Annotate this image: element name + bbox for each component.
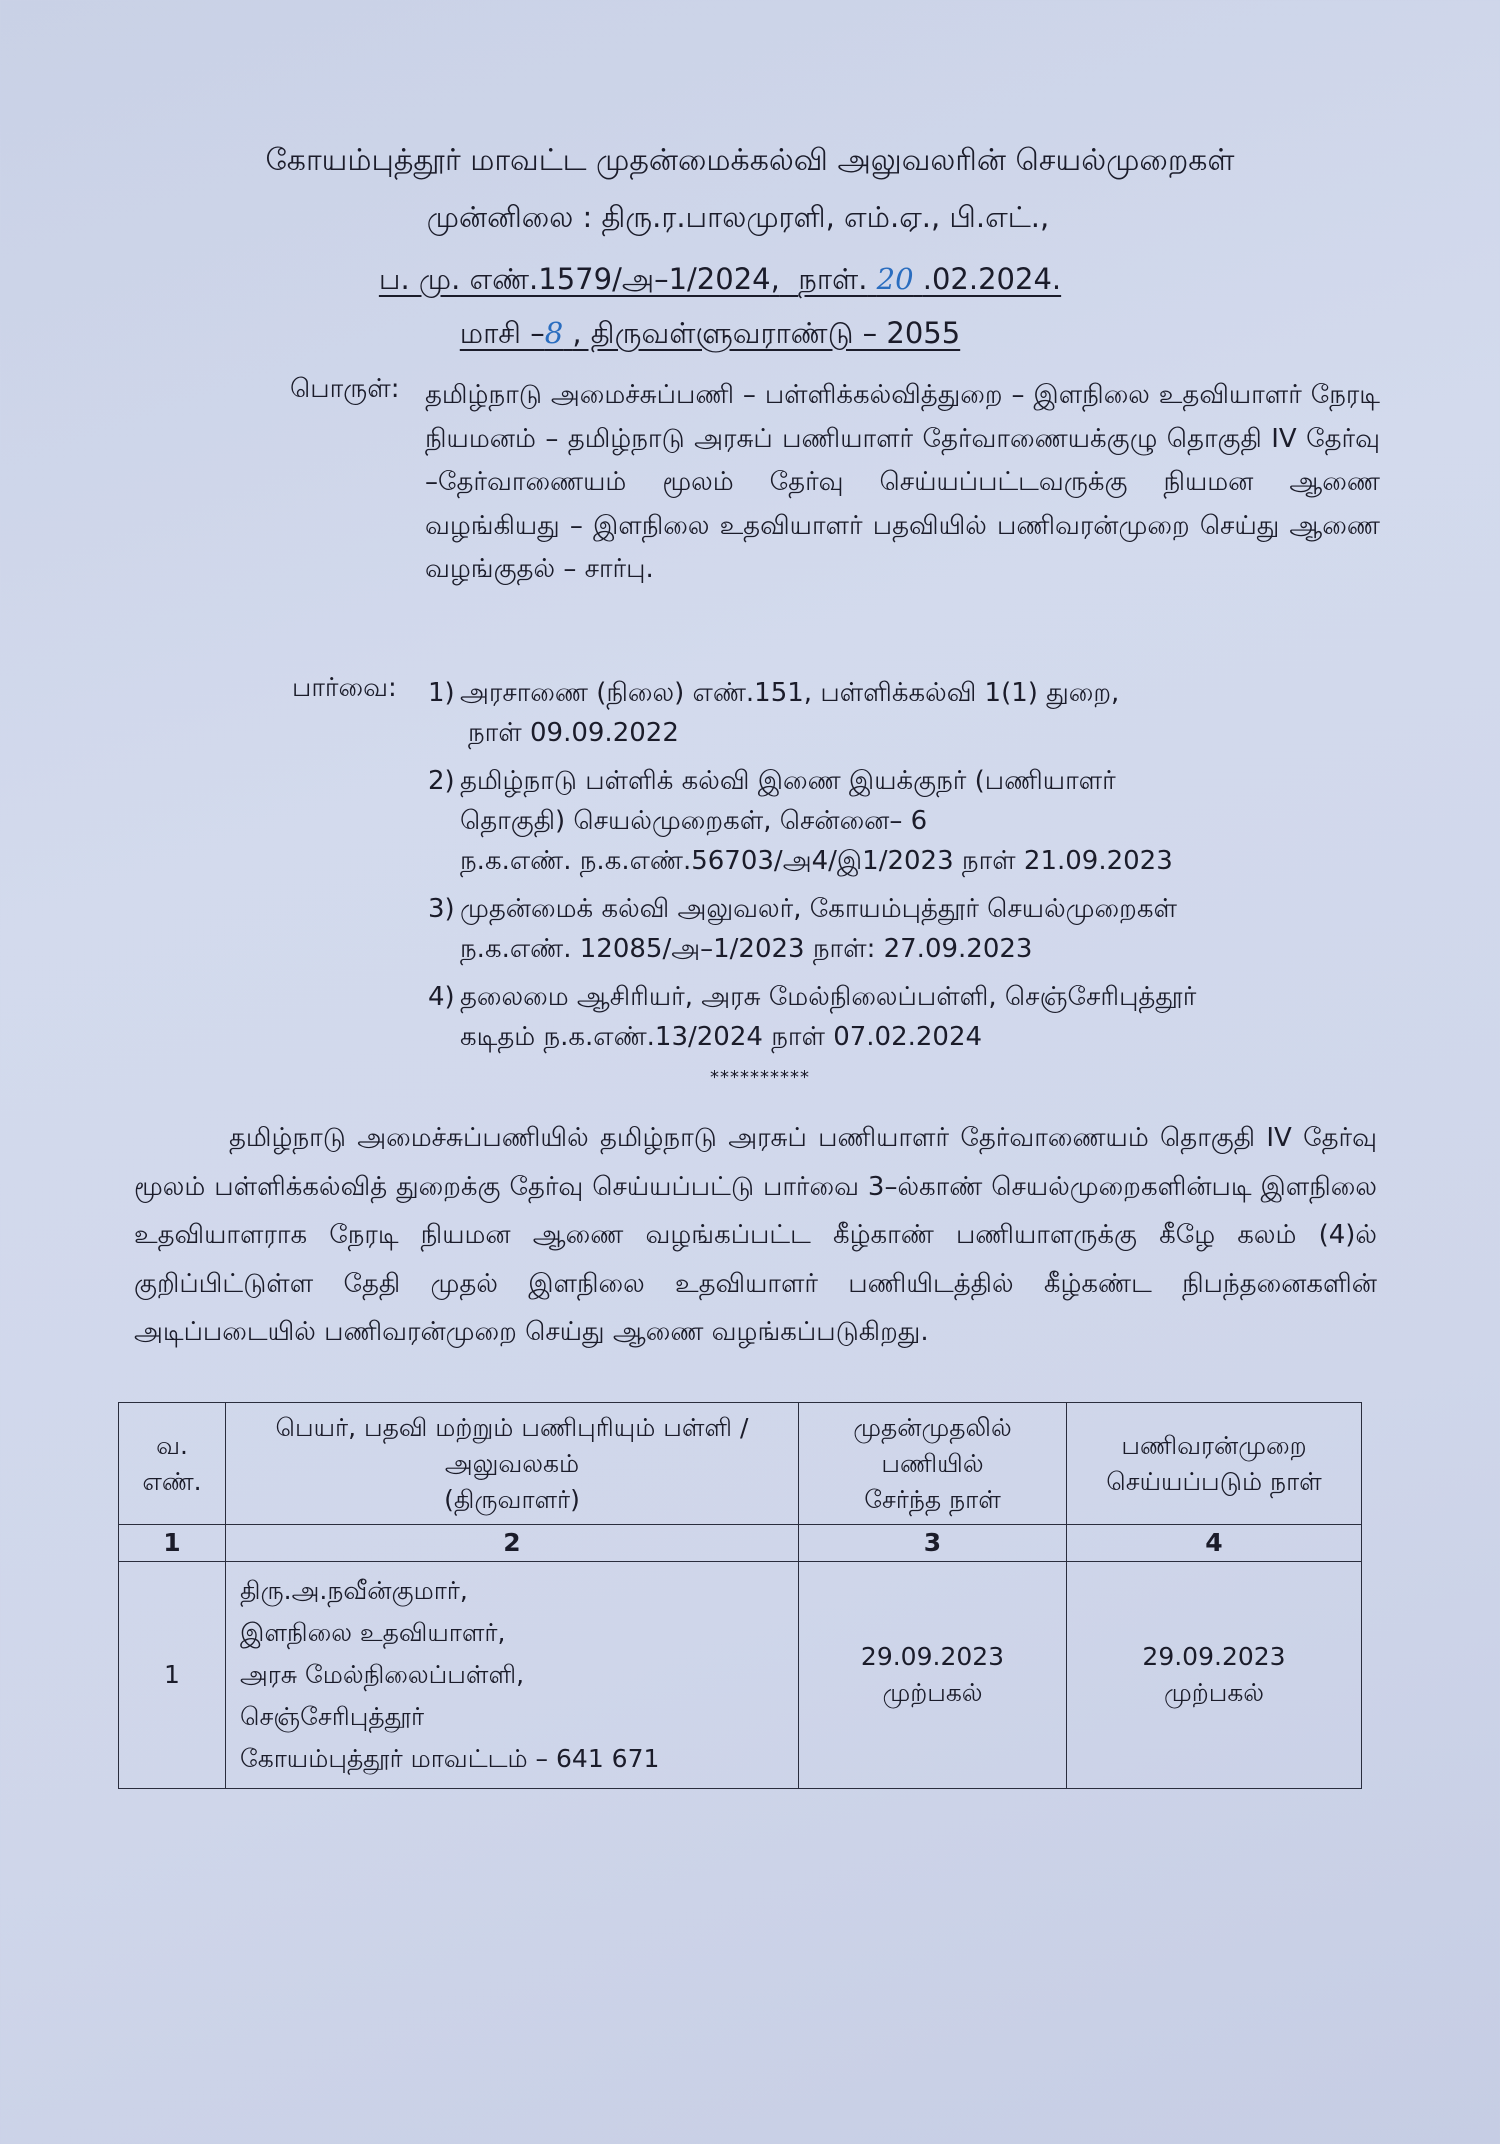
- row-joining-date: [799, 1562, 1067, 1789]
- column-number: 3: [799, 1525, 1067, 1562]
- table-header-row: [119, 1403, 1362, 1525]
- detail-line: கோயம்புத்தூர் மாவட்டம் – 641 671: [240, 1744, 660, 1773]
- header-regularization-date: [1067, 1403, 1362, 1525]
- date-label: நாள்.: [798, 262, 868, 296]
- detail-line: திரு.அ.நவீன்குமார்,: [240, 1576, 468, 1605]
- table-row: [119, 1562, 1362, 1789]
- subject-label: பொருள்:: [290, 374, 400, 404]
- reference-item: [428, 673, 1388, 753]
- header-line: எண்.: [142, 1466, 202, 1496]
- order-paragraph: [134, 1114, 1377, 1357]
- references-list: [428, 673, 1388, 1065]
- references-label: பார்வை:: [292, 673, 397, 703]
- reference-item: [428, 761, 1388, 881]
- header-line: முதன்முதலில்: [853, 1412, 1012, 1442]
- presence-line: முன்னிலை : திரு.ர.பாலமுரளி, எம்.ஏ., பி.எட்.,: [426, 200, 1050, 234]
- tamil-month: மாசி –: [459, 316, 545, 350]
- header-line: செய்யப்படும் நாள்: [1106, 1466, 1322, 1496]
- column-number: 4: [1067, 1525, 1362, 1562]
- reference-line: ந.க.எண். ந.க.எண்.56703/அ4/இ1/2023 நாள் 21.09.2023: [460, 846, 1173, 876]
- reference-line: தமிழ்நாடு பள்ளிக் கல்வி இணை இயக்குநர் (பணியாளர்: [460, 766, 1116, 796]
- date-value: 29.09.2023: [1142, 1642, 1286, 1671]
- reference-line: நாள் 09.09.2022: [468, 718, 679, 748]
- reference-number: 1): [428, 678, 455, 708]
- header-line: சேர்ந்த நாள்: [864, 1484, 1001, 1514]
- reference-number: 4): [428, 982, 455, 1012]
- tamil-year: , திருவள்ளுவராண்டு – 2055: [572, 316, 961, 350]
- reference-line: முதன்மைக் கல்வி அலுவலர், கோயம்புத்தூர் செயல்முறைகள்: [460, 894, 1177, 924]
- row-regularization-date: [1067, 1562, 1362, 1789]
- reference-item: [428, 889, 1388, 969]
- column-number: 1: [119, 1525, 226, 1562]
- header-serial: [119, 1403, 226, 1525]
- subject-text: தமிழ்நாடு அமைச்சுப்பணி – பள்ளிக்கல்வித்துறை – இளநிலை உதவியாளர் நேரடி நியமனம் – தமிழ்நாடு அரசுப் பணியாளர் தேர்வாணையக்குழு தொகுதி IV தேர்வு –தேர்வாணையம் மூலம் தேர்வு செய்யப்பட்டவருக்கு நியமன ஆணை வழங்கியது – இளநிலை உதவியாளர் பதவியில் பணிவரன்முறை செய்து ஆணை வழங்குதல் – சார்பு.: [425, 380, 1380, 584]
- order-paragraph-text: தமிழ்நாடு அமைச்சுப்பணியில் தமிழ்நாடு அரசுப் பணியாளர் தேர்வாணையம் தொகுதி IV தேர்வு மூலம் பள்ளிக்கல்வித் துறைக்கு தேர்வு செய்யப்பட்டு பார்வை 3–ல்காண் செயல்முறைகளின்படி இளநிலை உதவியாளராக நேரடி நியமன ஆணை வழங்கப்பட்ட கீழ்காண் பணியாளருக்கு கீழே கலம் (4)ல் குறிப்பிட்டுள்ள தேதி முதல் இளநிலை உதவியாளர் பணியிடத்தில் கீழ்கண்ட நிபந்தனைகளின் அடிப்படையில் பணிவரன்முறை செய்து ஆணை வழங்கப்படுகிறது.: [134, 1123, 1378, 1347]
- date-value: 29.09.2023: [860, 1642, 1005, 1671]
- row-serial: 1: [119, 1562, 226, 1789]
- handwritten-date-day: 20: [876, 262, 914, 296]
- row-employee-details: [226, 1562, 799, 1789]
- date-rest: .02.2024.: [922, 262, 1062, 296]
- reference-line: தொகுதி) செயல்முறைகள், சென்னை– 6: [460, 806, 928, 836]
- reference-item: [428, 977, 1388, 1057]
- reference-number-line: [0, 262, 1470, 300]
- reference-number: ப. மு. எண்.1579/அ–1/2024,: [378, 262, 780, 296]
- header-name-details: [226, 1403, 799, 1525]
- header-line: பெயர், பதவி மற்றும் பணிபுரியும் பள்ளி /: [275, 1412, 749, 1442]
- detail-line: அரசு மேல்நிலைப்பள்ளி,: [240, 1660, 525, 1689]
- separator-stars: **********: [710, 1067, 810, 1088]
- header-joining-date: [799, 1403, 1067, 1525]
- reference-number: 3): [428, 894, 455, 924]
- handwritten-tamil-day: 8: [544, 316, 564, 350]
- office-title: கோயம்புத்தூர் மாவட்ட முதன்மைக்கல்வி அலுவலரின் செயல்முறைகள்: [265, 143, 1235, 178]
- reference-number: 2): [428, 766, 455, 796]
- header-line: பணியில்: [881, 1448, 984, 1478]
- reference-line: தலைமை ஆசிரியர், அரசு மேல்நிலைப்பள்ளி, செஞ்சேரிபுத்தூர்: [460, 982, 1197, 1012]
- header-line: அலுவலகம்: [444, 1448, 580, 1478]
- reference-line: அரசாணை (நிலை) எண்.151, பள்ளிக்கல்வி 1(1) துறை,: [460, 678, 1120, 708]
- column-number: 2: [226, 1525, 799, 1562]
- header-line: வ.: [156, 1430, 188, 1460]
- column-number-row: [119, 1525, 1362, 1562]
- detail-line: செஞ்சேரிபுத்தூர்: [240, 1702, 425, 1731]
- tamil-date-line: [0, 316, 1460, 354]
- reference-line: கடிதம் ந.க.எண்.13/2024 நாள் 07.02.2024: [460, 1022, 983, 1052]
- session-value: முற்பகல்: [882, 1678, 983, 1707]
- reference-line: ந.க.எண். 12085/அ–1/2023 நாள்: 27.09.2023: [460, 934, 1033, 964]
- session-value: முற்பகல்: [1163, 1678, 1265, 1707]
- header-line: (திருவாளர்): [444, 1484, 580, 1514]
- header-line: பணிவரன்முறை: [1121, 1430, 1307, 1460]
- regularization-table: [118, 1402, 1362, 1789]
- detail-line: இளநிலை உதவியாளர்,: [240, 1618, 506, 1647]
